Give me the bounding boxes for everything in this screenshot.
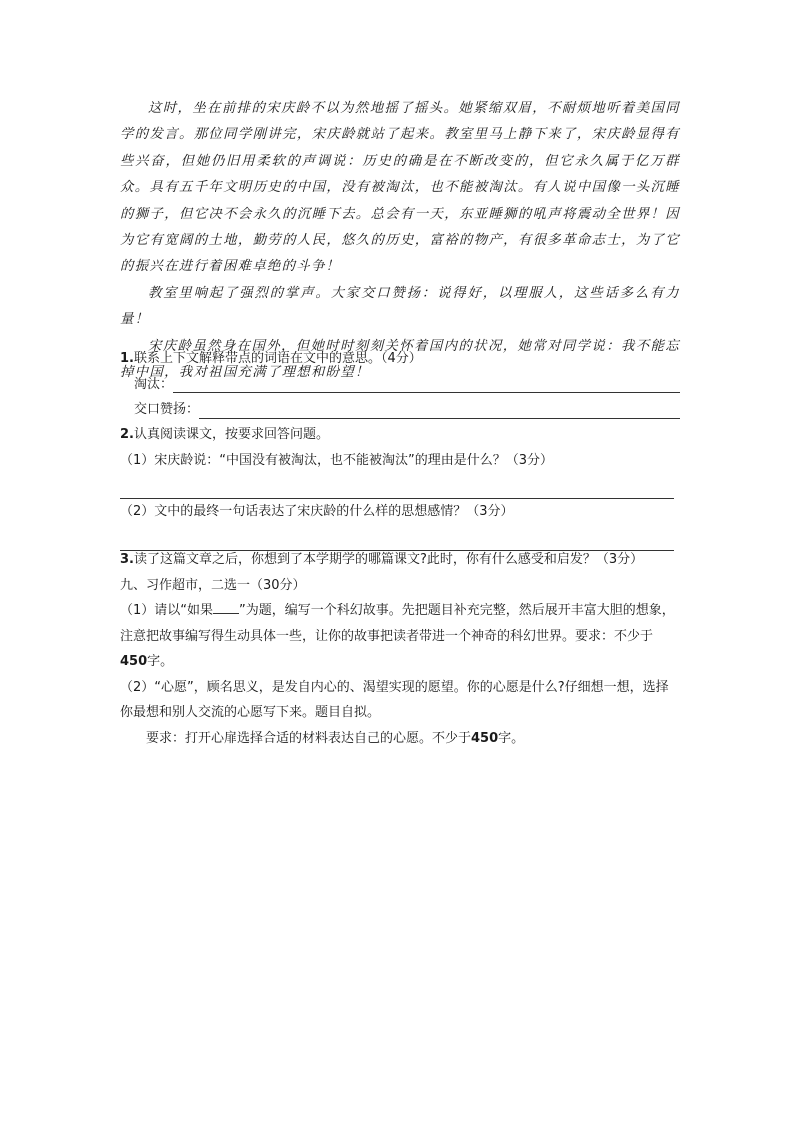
question-3-prompt — [120, 547, 680, 573]
question-2-sub-2: （2）文中的最终一句话表达了宋庆龄的什么样的思想感情？（3分） — [120, 504, 514, 519]
answer-row-taotai — [120, 372, 680, 398]
answer-line-jiaokou[interactable] — [199, 402, 680, 419]
answer-label-taotai: 淘汰： — [134, 376, 174, 392]
writing-option-1-text-c: 字。 — [147, 654, 174, 669]
passage-paragraph-1: 这时，坐在前排的宋庆龄不以为然地摇了摇头。她紧缩双眉，不耐烦地听着美国同学的发言。那位同学刚讲完，宋庆龄就站了起来。教室里马上静下来了，宋庆龄显得有些兴奋，但她仍旧用柔软的声调说：历史的确是在不断改变的，但它永久属于亿万群众。具有五千年文明历史的中国，没有被淘汰，也不能被淘汰。有人说中国像一头沉睡的狮子，但它决不会永久的沉睡下去。总会有一天，东亚睡狮的吼声将震动全世界！因为它有宽阔的土地，勤劳的人民，悠久的历史，富裕的物产，有很多革命志士，为了它的振兴在进行着困难卓绝的斗争！ — [120, 101, 680, 275]
question-1 — [120, 346, 680, 423]
writing-option-2: （2）“心愿”，顾名思义，是发自内心的、渴望实现的愿望。你的心愿是什么?仔细想一想，选择你最想和别人交流的心愿写下来。题目自拟。 — [120, 679, 669, 720]
question-3-text: 读了这篇文章之后，你想到了本学期学的哪篇课文?此时，你有什么感受和启发？（3分） — [133, 552, 644, 567]
reading-passage — [120, 96, 680, 386]
answer-line-q2-1[interactable] — [120, 473, 674, 499]
question-1-text: 联系上下文解释带点的词语在文中的意思。（4分） — [133, 351, 422, 366]
writing-requirement-word-count: 450 — [471, 730, 499, 746]
title-blank[interactable] — [213, 601, 239, 614]
writing-requirement-text-a: 要求：打开心扉选择合适的材料表达自己的心愿。不少于 — [146, 730, 472, 746]
passage-paragraph-2: 教室里响起了强烈的掌声。大家交口赞扬：说得好，以理服人，这些话多么有力量！ — [120, 285, 680, 328]
question-2-text: 认真阅读课文，按要求回答问题。 — [133, 427, 329, 442]
writing-option-1-text-b: ”为题，编写一个科幻故事。先把题目补充完整，然后展开丰富大胆的想象，注意把故事编写得生动具体一些，让你的故事把读者带进一个神奇的科幻世界。要求：不少于 — [120, 603, 675, 644]
question-2 — [120, 422, 680, 551]
writing-option-1-text-a: （1）请以“如果 — [120, 603, 214, 618]
section-9-title: 九、习作超市，二选一（30分） — [120, 577, 306, 593]
writing-requirement — [120, 726, 680, 752]
writing-option-1-word-count: 450 — [120, 654, 148, 669]
passage-paragraph-3: 宋庆龄虽然身在国外，但她时时刻刻关怀着国内的状况，她常对同学说：我不能忘掉中国，我对祖国充满了理想和盼望！ — [120, 338, 680, 381]
answer-label-jiaokou: 交口赞扬： — [134, 402, 200, 417]
answer-line-taotai[interactable] — [173, 376, 680, 393]
question-3-and-writing — [120, 547, 680, 751]
question-2-sub-1: （1）宋庆龄说：“中国没有被淘汰，也不能被淘汰”的理由是什么？（3分） — [120, 452, 554, 468]
question-1-prompt — [120, 346, 680, 372]
answer-row-jiaokou — [120, 397, 680, 423]
writing-requirement-text-c: 字。 — [498, 730, 525, 746]
question-2-prompt — [120, 422, 680, 448]
question-3-number: 3. — [120, 552, 134, 567]
question-1-number: 1. — [120, 351, 134, 366]
question-2-number: 2. — [120, 427, 134, 442]
writing-option-1 — [120, 598, 680, 675]
